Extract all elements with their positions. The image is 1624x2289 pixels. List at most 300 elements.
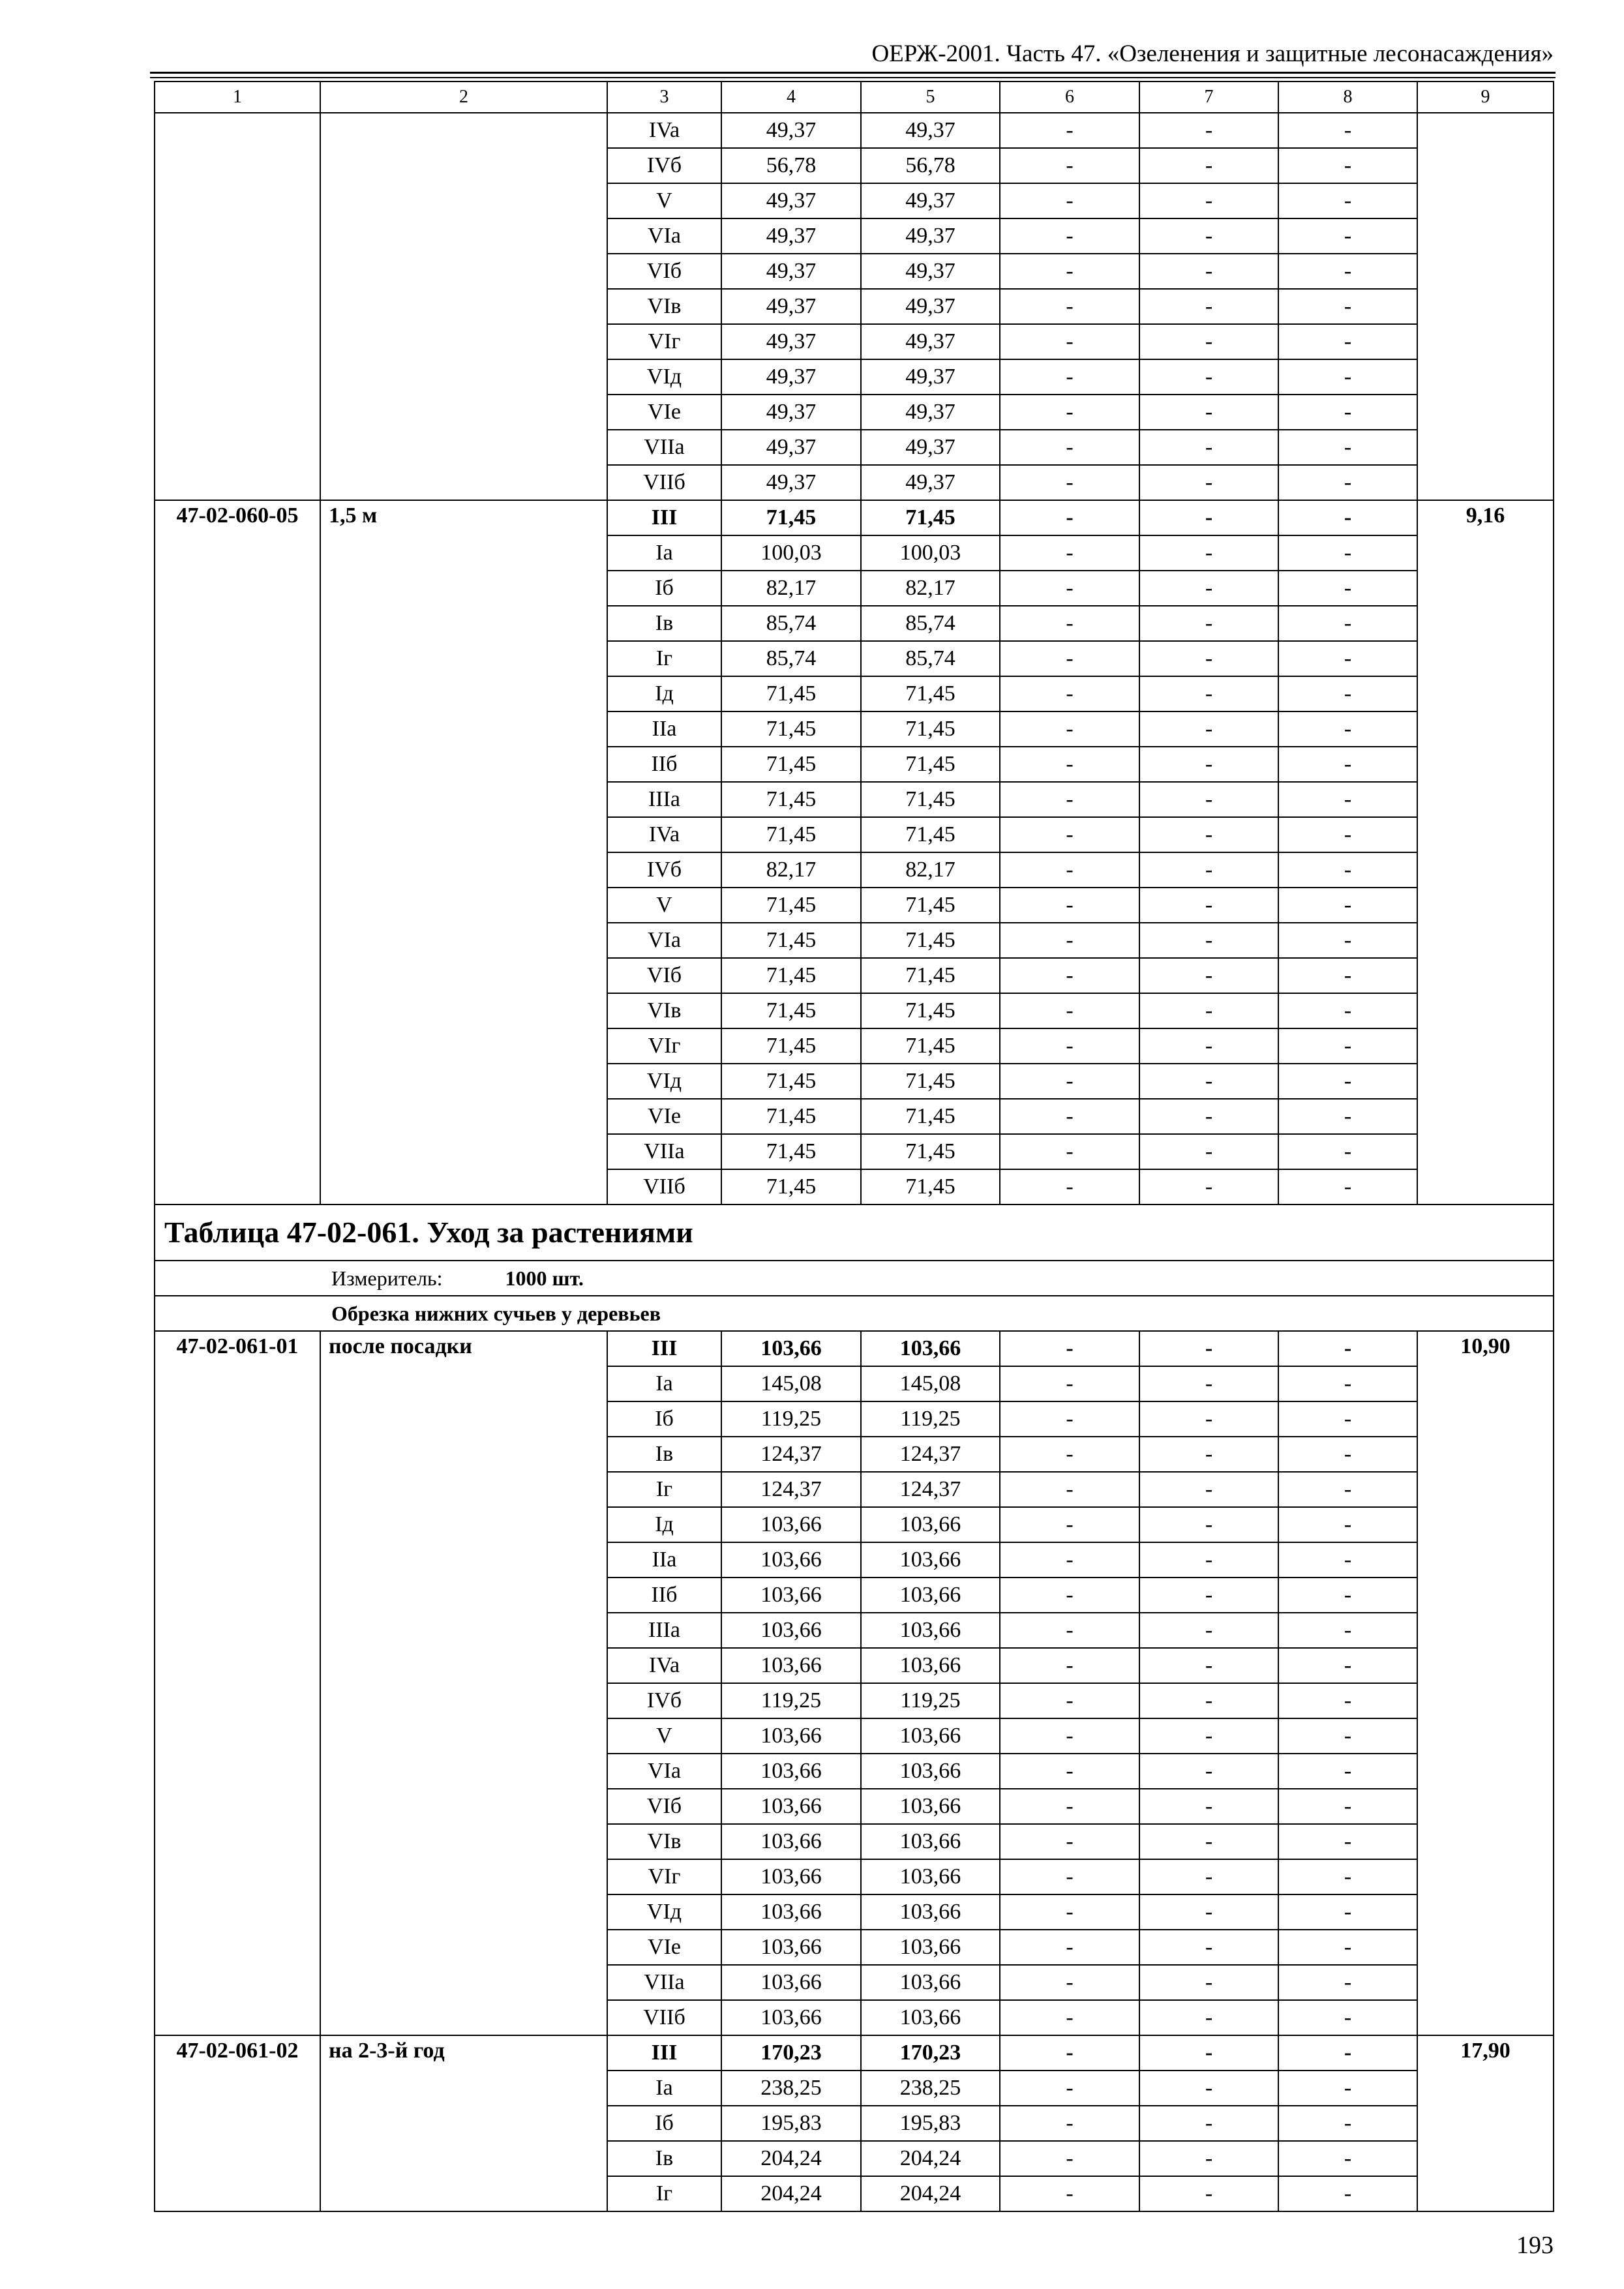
page-number: 193: [1516, 2232, 1554, 2259]
direct-cost-cell: 71,45: [721, 711, 861, 747]
zone-cell: VIв: [607, 1824, 721, 1859]
machinist-pay-cell: -: [1139, 1437, 1278, 1472]
zone-cell: Ia: [607, 1366, 721, 1401]
workers-pay-cell: 49,37: [861, 183, 1000, 218]
direct-cost-cell: 71,45: [721, 676, 861, 711]
machinist-pay-cell: -: [1139, 1169, 1278, 1204]
workers-pay-cell: 71,45: [861, 747, 1000, 782]
materials-cell: -: [1278, 1578, 1417, 1613]
direct-cost-cell: 103,66: [721, 1331, 861, 1366]
direct-cost-cell: 49,37: [721, 465, 861, 500]
work-name-cell: на 2-3-й год: [320, 2035, 607, 2211]
workers-pay-cell: 71,45: [861, 1169, 1000, 1204]
workers-pay-cell: 71,45: [861, 676, 1000, 711]
zone-cell: VIIa: [607, 1965, 721, 2000]
materials-cell: -: [1278, 1099, 1417, 1134]
column-number: 9: [1417, 82, 1554, 113]
direct-cost-cell: 49,37: [721, 395, 861, 430]
machinist-pay-cell: -: [1139, 113, 1278, 148]
materials-cell: -: [1278, 465, 1417, 500]
machine-cost-cell: -: [1000, 1134, 1139, 1169]
workers-pay-cell: 85,74: [861, 606, 1000, 641]
direct-cost-cell: 82,17: [721, 852, 861, 888]
direct-cost-cell: 103,66: [721, 1930, 861, 1965]
materials-cell: -: [1278, 324, 1417, 359]
code-cell: 47-02-061-02: [155, 2035, 320, 2211]
zone-cell: III: [607, 2035, 721, 2071]
workers-pay-cell: 103,66: [861, 1754, 1000, 1789]
machinist-pay-cell: -: [1139, 218, 1278, 254]
direct-cost-cell: 71,45: [721, 958, 861, 993]
zone-cell: VIд: [607, 1894, 721, 1930]
materials-cell: -: [1278, 1718, 1417, 1754]
machinist-pay-cell: -: [1139, 993, 1278, 1028]
workers-pay-cell: 56,78: [861, 148, 1000, 183]
direct-cost-cell: 119,25: [721, 1401, 861, 1437]
machine-cost-cell: -: [1000, 1507, 1139, 1542]
workers-pay-cell: 103,66: [861, 1613, 1000, 1648]
machine-cost-cell: -: [1000, 1169, 1139, 1204]
direct-cost-cell: 71,45: [721, 1099, 861, 1134]
machine-cost-cell: -: [1000, 430, 1139, 465]
machine-cost-cell: -: [1000, 218, 1139, 254]
workers-pay-cell: 49,37: [861, 113, 1000, 148]
table-row: [155, 500, 1554, 535]
machine-cost-cell: -: [1000, 1648, 1139, 1683]
materials-cell: -: [1278, 359, 1417, 395]
materials-cell: -: [1278, 289, 1417, 324]
machine-cost-cell: -: [1000, 1331, 1139, 1366]
machine-cost-cell: -: [1000, 2106, 1139, 2141]
materials-cell: -: [1278, 1789, 1417, 1824]
zone-cell: Iг: [607, 1472, 721, 1507]
machinist-pay-cell: -: [1139, 1542, 1278, 1578]
workers-pay-cell: 119,25: [861, 1683, 1000, 1718]
workers-pay-cell: 145,08: [861, 1366, 1000, 1401]
direct-cost-cell: 71,45: [721, 1169, 861, 1204]
machinist-pay-cell: -: [1139, 289, 1278, 324]
labor-cost-cell: 9,16: [1417, 500, 1554, 1204]
materials-cell: -: [1278, 1169, 1417, 1204]
machine-cost-cell: -: [1000, 1965, 1139, 2000]
column-number: 3: [607, 82, 721, 113]
materials-cell: -: [1278, 852, 1417, 888]
materials-cell: -: [1278, 1683, 1417, 1718]
machine-cost-cell: -: [1000, 2035, 1139, 2071]
machine-cost-cell: -: [1000, 1894, 1139, 1930]
workers-pay-cell: 71,45: [861, 1028, 1000, 1064]
direct-cost-cell: 103,66: [721, 1542, 861, 1578]
direct-cost-cell: 103,66: [721, 1648, 861, 1683]
direct-cost-cell: 71,45: [721, 888, 861, 923]
zone-cell: IVб: [607, 852, 721, 888]
machinist-pay-cell: -: [1139, 465, 1278, 500]
workers-pay-cell: 82,17: [861, 571, 1000, 606]
machinist-pay-cell: -: [1139, 500, 1278, 535]
workers-pay-cell: 49,37: [861, 395, 1000, 430]
materials-cell: -: [1278, 571, 1417, 606]
zone-cell: VIIб: [607, 1169, 721, 1204]
machine-cost-cell: -: [1000, 852, 1139, 888]
workers-pay-cell: 71,45: [861, 817, 1000, 852]
direct-cost-cell: 103,66: [721, 1824, 861, 1859]
machine-cost-cell: -: [1000, 1718, 1139, 1754]
machinist-pay-cell: -: [1139, 1683, 1278, 1718]
direct-cost-cell: 71,45: [721, 817, 861, 852]
materials-cell: -: [1278, 1754, 1417, 1789]
workers-pay-cell: 103,66: [861, 2000, 1000, 2035]
machinist-pay-cell: -: [1139, 958, 1278, 993]
direct-cost-cell: 103,66: [721, 1894, 861, 1930]
materials-cell: -: [1278, 1472, 1417, 1507]
machine-cost-cell: -: [1000, 395, 1139, 430]
machinist-pay-cell: -: [1139, 535, 1278, 571]
direct-cost-cell: 119,25: [721, 1683, 861, 1718]
materials-cell: -: [1278, 1930, 1417, 1965]
zone-cell: IVa: [607, 113, 721, 148]
machine-cost-cell: -: [1000, 1859, 1139, 1894]
direct-cost-cell: 71,45: [721, 1028, 861, 1064]
machinist-pay-cell: -: [1139, 1894, 1278, 1930]
direct-cost-cell: 238,25: [721, 2071, 861, 2106]
direct-cost-cell: 71,45: [721, 500, 861, 535]
direct-cost-cell: 71,45: [721, 1134, 861, 1169]
materials-cell: -: [1278, 817, 1417, 852]
machinist-pay-cell: -: [1139, 183, 1278, 218]
measure-value: 1000 шт.: [505, 1266, 584, 1290]
direct-cost-cell: 71,45: [721, 923, 861, 958]
zone-cell: IIIa: [607, 782, 721, 817]
zone-cell: Iв: [607, 606, 721, 641]
column-number: 1: [155, 82, 320, 113]
machine-cost-cell: -: [1000, 1578, 1139, 1613]
materials-cell: -: [1278, 148, 1417, 183]
materials-cell: -: [1278, 1401, 1417, 1437]
materials-cell: -: [1278, 747, 1417, 782]
materials-cell: -: [1278, 535, 1417, 571]
direct-cost-cell: 103,66: [721, 1859, 861, 1894]
materials-cell: -: [1278, 1507, 1417, 1542]
machinist-pay-cell: -: [1139, 1789, 1278, 1824]
zone-cell: III: [607, 1331, 721, 1366]
machinist-pay-cell: -: [1139, 2141, 1278, 2176]
machinist-pay-cell: -: [1139, 1028, 1278, 1064]
workers-pay-cell: 71,45: [861, 888, 1000, 923]
machine-cost-cell: -: [1000, 1754, 1139, 1789]
zone-cell: VIв: [607, 993, 721, 1028]
workers-pay-cell: 103,66: [861, 1894, 1000, 1930]
labor-cost-cell: 10,90: [1417, 1331, 1554, 2035]
direct-cost-cell: 49,37: [721, 218, 861, 254]
machinist-pay-cell: -: [1139, 1331, 1278, 1366]
measure-label: Измеритель:: [331, 1266, 443, 1290]
zone-cell: IIIa: [607, 1613, 721, 1648]
machinist-pay-cell: -: [1139, 1099, 1278, 1134]
machine-cost-cell: -: [1000, 254, 1139, 289]
materials-cell: -: [1278, 1648, 1417, 1683]
zone-cell: VIIб: [607, 2000, 721, 2035]
table-row: [155, 1331, 1554, 1366]
machinist-pay-cell: -: [1139, 1472, 1278, 1507]
workers-pay-cell: 49,37: [861, 359, 1000, 395]
workers-pay-cell: 49,37: [861, 218, 1000, 254]
machinist-pay-cell: -: [1139, 1134, 1278, 1169]
work-name-cell: [320, 113, 607, 500]
machinist-pay-cell: -: [1139, 1648, 1278, 1683]
direct-cost-cell: 71,45: [721, 993, 861, 1028]
machine-cost-cell: -: [1000, 1930, 1139, 1965]
materials-cell: -: [1278, 218, 1417, 254]
zone-cell: IIa: [607, 1542, 721, 1578]
machine-cost-cell: -: [1000, 606, 1139, 641]
materials-cell: -: [1278, 113, 1417, 148]
machine-cost-cell: -: [1000, 1613, 1139, 1648]
workers-pay-cell: 195,83: [861, 2106, 1000, 2141]
workers-pay-cell: 124,37: [861, 1472, 1000, 1507]
zone-cell: VIд: [607, 1064, 721, 1099]
materials-cell: -: [1278, 1894, 1417, 1930]
direct-cost-cell: 49,37: [721, 324, 861, 359]
work-name-cell: 1,5 м: [320, 500, 607, 1204]
machine-cost-cell: -: [1000, 2071, 1139, 2106]
workers-pay-cell: 103,66: [861, 1859, 1000, 1894]
zone-cell: VIe: [607, 395, 721, 430]
machine-cost-cell: -: [1000, 2176, 1139, 2211]
workers-pay-cell: 49,37: [861, 430, 1000, 465]
machine-cost-cell: -: [1000, 888, 1139, 923]
materials-cell: -: [1278, 1965, 1417, 2000]
zone-cell: Iб: [607, 2106, 721, 2141]
direct-cost-cell: 85,74: [721, 606, 861, 641]
direct-cost-cell: 71,45: [721, 782, 861, 817]
machine-cost-cell: -: [1000, 148, 1139, 183]
workers-pay-cell: 49,37: [861, 465, 1000, 500]
zone-cell: VIIa: [607, 430, 721, 465]
workers-pay-cell: 49,37: [861, 254, 1000, 289]
machinist-pay-cell: -: [1139, 1613, 1278, 1648]
workers-pay-cell: 71,45: [861, 782, 1000, 817]
materials-cell: -: [1278, 500, 1417, 535]
machinist-pay-cell: -: [1139, 395, 1278, 430]
table-row: [155, 2035, 1554, 2071]
materials-cell: -: [1278, 676, 1417, 711]
direct-cost-cell: 82,17: [721, 571, 861, 606]
machinist-pay-cell: -: [1139, 888, 1278, 923]
direct-cost-cell: 103,66: [721, 1507, 861, 1542]
machinist-pay-cell: -: [1139, 1965, 1278, 2000]
machinist-pay-cell: -: [1139, 1366, 1278, 1401]
machine-cost-cell: -: [1000, 1824, 1139, 1859]
materials-cell: -: [1278, 1437, 1417, 1472]
direct-cost-cell: 49,37: [721, 359, 861, 395]
machinist-pay-cell: -: [1139, 430, 1278, 465]
materials-cell: -: [1278, 958, 1417, 993]
code-cell: [155, 113, 320, 500]
machine-cost-cell: -: [1000, 535, 1139, 571]
price-table: [154, 81, 1554, 2212]
machinist-pay-cell: -: [1139, 2035, 1278, 2071]
machine-cost-cell: -: [1000, 500, 1139, 535]
zone-cell: VIe: [607, 1099, 721, 1134]
zone-cell: Iг: [607, 2176, 721, 2211]
direct-cost-cell: 124,37: [721, 1472, 861, 1507]
materials-cell: -: [1278, 606, 1417, 641]
machine-cost-cell: -: [1000, 782, 1139, 817]
direct-cost-cell: 49,37: [721, 183, 861, 218]
zone-cell: V: [607, 1718, 721, 1754]
direct-cost-cell: 56,78: [721, 148, 861, 183]
workers-pay-cell: 71,45: [861, 1134, 1000, 1169]
workers-pay-cell: 71,45: [861, 1099, 1000, 1134]
zone-cell: IIб: [607, 747, 721, 782]
workers-pay-cell: 103,66: [861, 1718, 1000, 1754]
machine-cost-cell: -: [1000, 1401, 1139, 1437]
zone-cell: VIг: [607, 1028, 721, 1064]
machine-cost-cell: -: [1000, 711, 1139, 747]
direct-cost-cell: 124,37: [721, 1437, 861, 1472]
machine-cost-cell: -: [1000, 2141, 1139, 2176]
materials-cell: -: [1278, 923, 1417, 958]
machinist-pay-cell: -: [1139, 1859, 1278, 1894]
workers-pay-cell: 71,45: [861, 958, 1000, 993]
workers-pay-cell: 204,24: [861, 2176, 1000, 2211]
direct-cost-cell: 195,83: [721, 2106, 861, 2141]
direct-cost-cell: 103,66: [721, 1578, 861, 1613]
column-number: 2: [320, 82, 607, 113]
machinist-pay-cell: -: [1139, 1507, 1278, 1542]
workers-pay-cell: 204,24: [861, 2141, 1000, 2176]
section-title: Обрезка нижних сучьев у деревьев: [155, 1296, 1554, 1331]
zone-cell: IVa: [607, 817, 721, 852]
zone-cell: VIa: [607, 218, 721, 254]
machine-cost-cell: -: [1000, 993, 1139, 1028]
zone-cell: V: [607, 183, 721, 218]
materials-cell: -: [1278, 993, 1417, 1028]
materials-cell: -: [1278, 2106, 1417, 2141]
machine-cost-cell: -: [1000, 359, 1139, 395]
materials-cell: -: [1278, 1134, 1417, 1169]
zone-cell: VIб: [607, 254, 721, 289]
workers-pay-cell: 124,37: [861, 1437, 1000, 1472]
materials-cell: -: [1278, 1366, 1417, 1401]
workers-pay-cell: 103,66: [861, 1930, 1000, 1965]
materials-cell: -: [1278, 395, 1417, 430]
machine-cost-cell: -: [1000, 641, 1139, 676]
machinist-pay-cell: -: [1139, 324, 1278, 359]
code-cell: 47-02-061-01: [155, 1331, 320, 2035]
materials-cell: -: [1278, 2071, 1417, 2106]
zone-cell: VIa: [607, 1754, 721, 1789]
column-number: 6: [1000, 82, 1139, 113]
machine-cost-cell: -: [1000, 747, 1139, 782]
column-number: 5: [861, 82, 1000, 113]
zone-cell: V: [607, 888, 721, 923]
workers-pay-cell: 103,66: [861, 1578, 1000, 1613]
workers-pay-cell: 71,45: [861, 1064, 1000, 1099]
direct-cost-cell: 100,03: [721, 535, 861, 571]
materials-cell: -: [1278, 641, 1417, 676]
machine-cost-cell: -: [1000, 1542, 1139, 1578]
workers-pay-cell: 103,66: [861, 1824, 1000, 1859]
header-rule: [150, 72, 1556, 74]
zone-cell: IIб: [607, 1578, 721, 1613]
machinist-pay-cell: -: [1139, 2000, 1278, 2035]
section-row: [155, 1296, 1554, 1331]
materials-cell: -: [1278, 430, 1417, 465]
zone-cell: VIг: [607, 1859, 721, 1894]
direct-cost-cell: 204,24: [721, 2141, 861, 2176]
machine-cost-cell: -: [1000, 571, 1139, 606]
machinist-pay-cell: -: [1139, 1064, 1278, 1099]
machinist-pay-cell: -: [1139, 923, 1278, 958]
workers-pay-cell: 49,37: [861, 289, 1000, 324]
machinist-pay-cell: -: [1139, 782, 1278, 817]
price-table-body: [155, 82, 1554, 2211]
machinist-pay-cell: -: [1139, 148, 1278, 183]
machinist-pay-cell: -: [1139, 571, 1278, 606]
zone-cell: VIIб: [607, 465, 721, 500]
materials-cell: -: [1278, 1613, 1417, 1648]
materials-cell: -: [1278, 254, 1417, 289]
machine-cost-cell: -: [1000, 923, 1139, 958]
page-header-title: ОЕРЖ-2001. Часть 47. «Озеленения и защитные лесонасаждения»: [871, 40, 1554, 67]
machinist-pay-cell: -: [1139, 1754, 1278, 1789]
column-number: 8: [1278, 82, 1417, 113]
zone-cell: III: [607, 500, 721, 535]
workers-pay-cell: 103,66: [861, 1542, 1000, 1578]
header-rule-thin: [150, 77, 1556, 78]
workers-pay-cell: 71,45: [861, 923, 1000, 958]
direct-cost-cell: 49,37: [721, 254, 861, 289]
materials-cell: -: [1278, 2000, 1417, 2035]
machinist-pay-cell: -: [1139, 817, 1278, 852]
workers-pay-cell: 100,03: [861, 535, 1000, 571]
machinist-pay-cell: -: [1139, 254, 1278, 289]
materials-cell: -: [1278, 1028, 1417, 1064]
workers-pay-cell: 238,25: [861, 2071, 1000, 2106]
materials-cell: -: [1278, 1064, 1417, 1099]
materials-cell: -: [1278, 711, 1417, 747]
machine-cost-cell: -: [1000, 1437, 1139, 1472]
machinist-pay-cell: -: [1139, 1718, 1278, 1754]
machinist-pay-cell: -: [1139, 852, 1278, 888]
workers-pay-cell: 103,66: [861, 1965, 1000, 2000]
workers-pay-cell: 71,45: [861, 993, 1000, 1028]
workers-pay-cell: 103,66: [861, 1331, 1000, 1366]
direct-cost-cell: 103,66: [721, 1718, 861, 1754]
machine-cost-cell: -: [1000, 817, 1139, 852]
workers-pay-cell: 82,17: [861, 852, 1000, 888]
zone-cell: IVб: [607, 1683, 721, 1718]
workers-pay-cell: 103,66: [861, 1648, 1000, 1683]
machinist-pay-cell: -: [1139, 2106, 1278, 2141]
machinist-pay-cell: -: [1139, 359, 1278, 395]
table-title-row: [155, 1204, 1554, 1261]
direct-cost-cell: 204,24: [721, 2176, 861, 2211]
machine-cost-cell: -: [1000, 1683, 1139, 1718]
code-cell: 47-02-060-05: [155, 500, 320, 1204]
direct-cost-cell: 170,23: [721, 2035, 861, 2071]
machinist-pay-cell: -: [1139, 1578, 1278, 1613]
zone-cell: VIб: [607, 958, 721, 993]
machine-cost-cell: -: [1000, 113, 1139, 148]
machine-cost-cell: -: [1000, 1789, 1139, 1824]
materials-cell: -: [1278, 1859, 1417, 1894]
machinist-pay-cell: -: [1139, 2071, 1278, 2106]
machine-cost-cell: -: [1000, 1064, 1139, 1099]
workers-pay-cell: 71,45: [861, 711, 1000, 747]
zone-cell: VIб: [607, 1789, 721, 1824]
